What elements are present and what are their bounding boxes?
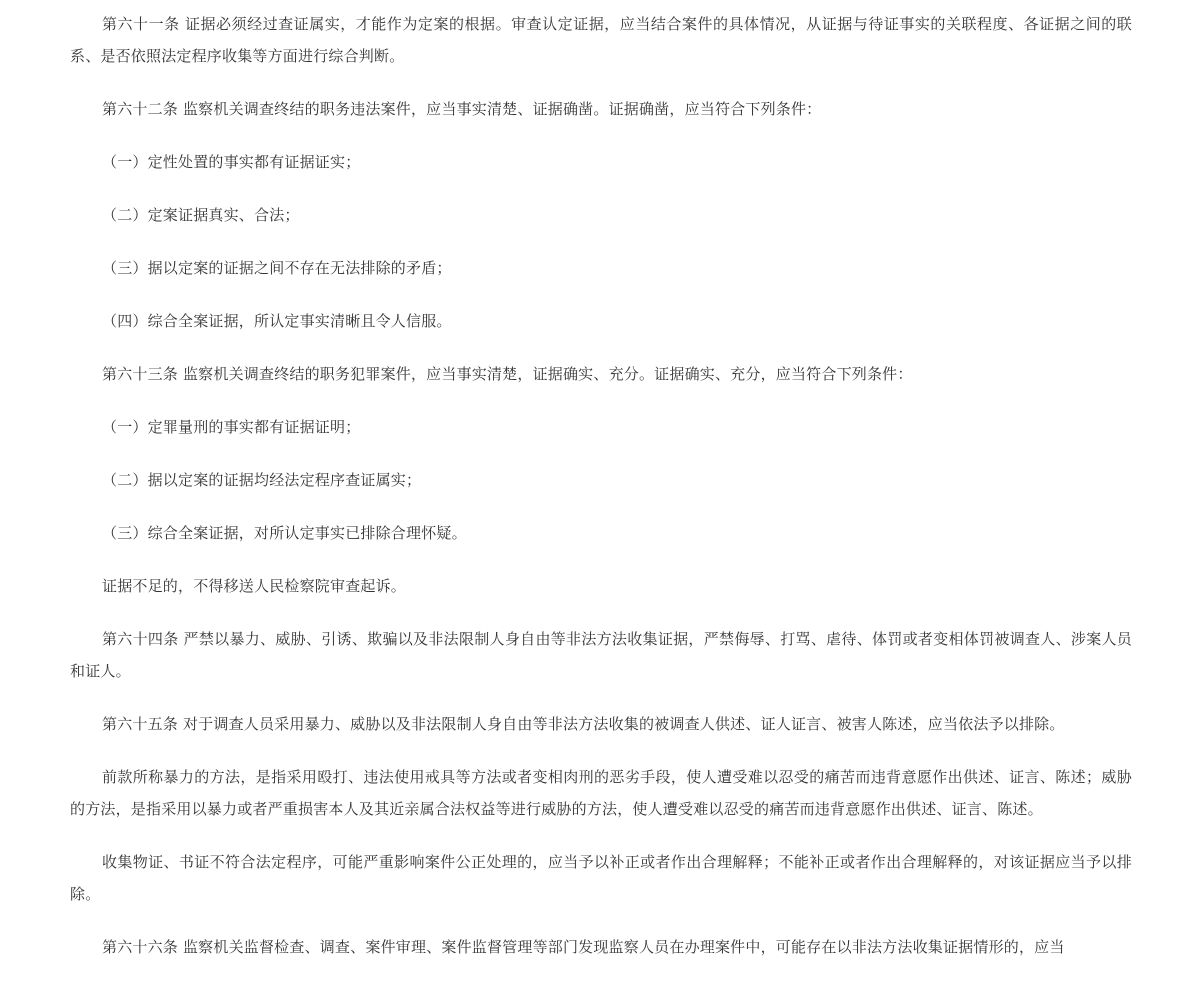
article-65-para-2: 前款所称暴力的方法，是指采用殴打、违法使用戒具等方法或者变相肉刑的恶劣手段，使人遭受难以忍受的痛苦而违背意愿作出供述、证言、陈述；威胁的方法，是指采用以暴力或者严重损害本人及其近亲属合法权益等进行威胁的方法，使人遭受难以忍受的痛苦而违背意愿作出供述、证言、陈述。 [70, 768, 1132, 818]
article-62-item-3: （三）据以定案的证据之间不存在无法排除的矛盾； [102, 259, 452, 277]
article-63-item-2: （二）据以定案的证据均经法定程序查证属实； [102, 471, 422, 489]
article-62-item-2: （二）定案证据真实、合法； [102, 206, 300, 224]
article-64: 第六十四条 严禁以暴力、威胁、引诱、欺骗以及非法限制人身自由等非法方法收集证据，严禁侮辱、打骂、虐待、体罚或者变相体罚被调查人、涉案人员和证人。 [70, 630, 1132, 680]
article-63: 第六十三条 监察机关调查终结的职务犯罪案件，应当事实清楚，证据确实、充分。证据确实、充分，应当符合下列条件： [102, 365, 913, 383]
article-65-para-3: 收集物证、书证不符合法定程序，可能严重影响案件公正处理的，应当予以补正或者作出合理解释；不能补正或者作出合理解释的，对该证据应当予以排除。 [70, 853, 1132, 903]
article-65: 第六十五条 对于调查人员采用暴力、威胁以及非法限制人身自由等非法方法收集的被调查人供述、证人证言、被害人陈述，应当依法予以排除。 [102, 715, 1065, 733]
article-62-item-4: （四）综合全案证据，所认定事实清晰且令人信服。 [102, 312, 452, 330]
document-body [70, 8, 1132, 984]
article-62-item-1: （一）定性处置的事实都有证据证实； [102, 153, 361, 171]
article-63-item-3: （三）综合全案证据，对所认定事实已排除合理怀疑。 [102, 524, 467, 542]
article-62: 第六十二条 监察机关调查终结的职务违法案件，应当事实清楚、证据确凿。证据确凿，应当符合下列条件： [102, 100, 822, 118]
article-61: 第六十一条 证据必须经过查证属实，才能作为定案的根据。审查认定证据，应当结合案件的具体情况，从证据与待证事实的关联程度、各证据之间的联系、是否依照法定程序收集等方面进行综合判断。 [70, 15, 1132, 65]
article-63-note: 证据不足的，不得移送人民检察院审查起诉。 [102, 577, 407, 595]
article-63-item-1: （一）定罪量刑的事实都有证据证明； [102, 418, 361, 436]
article-66: 第六十六条 监察机关监督检查、调查、案件审理、案件监督管理等部门发现监察人员在办理案件中，可能存在以非法方法收集证据情形的，应当 [102, 938, 1065, 956]
